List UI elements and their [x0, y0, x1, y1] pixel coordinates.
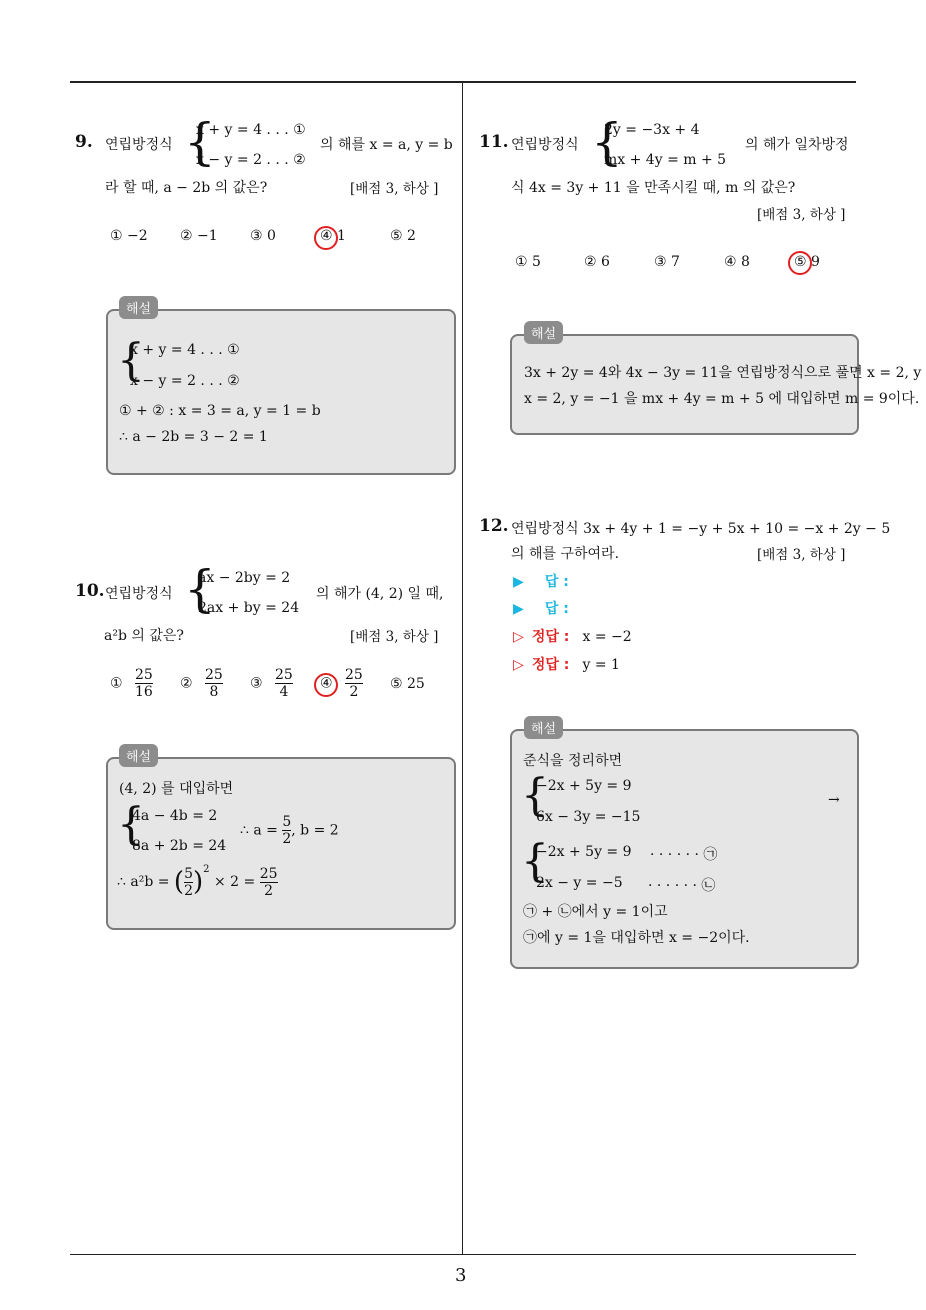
q10-exp-result-prefix: ∴ a =: [240, 822, 278, 839]
q10-exp-final-pow: 2: [203, 864, 210, 875]
q10-exp-eq1: 4a − 4b = 2: [132, 808, 218, 824]
bottom-rule: [70, 1254, 856, 1255]
q12-number: 12.: [479, 516, 509, 536]
q10-option-2-den: 8: [209, 684, 219, 700]
q9-suffix: 의 해를 x = a, y = b: [320, 137, 453, 153]
play-icon: ▶: [513, 601, 524, 617]
q11-brace: {: [591, 113, 623, 171]
q10-brace: {: [184, 560, 216, 618]
q12-answer-row-1[interactable]: [513, 571, 569, 591]
q9-eq2: x − y = 2 . . . ②: [196, 152, 306, 168]
q10-eq2: 2ax + by = 24: [198, 600, 300, 616]
q10-explanation-badge: 해설: [119, 744, 158, 767]
q12-explanation-badge: 해설: [524, 716, 563, 739]
q10-exp-line1: (4, 2) 를 대입하면: [119, 781, 234, 797]
q10-exp-final-num: 5: [184, 865, 193, 882]
q10-exp-eq2: 8a + 2b = 24: [132, 838, 227, 854]
q10-exp-result-num: 5: [282, 814, 292, 830]
play-icon: ▶: [513, 574, 524, 590]
q10-option-1-den: 16: [135, 684, 153, 700]
q12-correct-label-1: 정답 :: [531, 629, 570, 645]
q10-option-1-num: 25: [135, 667, 153, 683]
q11-meta: [배점 3, 하상 ]: [757, 207, 846, 223]
q12-answer-row-2[interactable]: [513, 598, 569, 618]
q10-exp-final: ∴ a²b = ( $\frac{5}{2}$ )$^2$ × 2 = $\frac{25}{2}$: [117, 864, 278, 899]
triangle-outline-icon: ▷: [513, 629, 524, 645]
q11-option-3[interactable]: ③ 7: [654, 254, 680, 270]
q10-option-4-mark: ④: [320, 675, 333, 692]
q10-exp-final-den: 2: [184, 882, 193, 899]
q12-correct-value-2: y = 1: [582, 657, 620, 673]
q10-eq1: ax − 2by = 2: [198, 570, 291, 586]
q9-option-5[interactable]: ⑤ 2: [390, 228, 416, 244]
q10-meta: [배점 3, 하상 ]: [350, 629, 439, 645]
q9-exp-line4: ∴ a − 2b = 3 − 2 = 1: [119, 429, 268, 445]
q12-exp-eq4: 2x − y = −5: [536, 875, 623, 891]
right-arrow-icon: →: [828, 792, 840, 808]
q9-exp-eq1: x + y = 4 . . . ①: [130, 342, 240, 358]
q11-explanation-box: [510, 334, 859, 435]
q11-selected-mark: [788, 251, 812, 275]
q12-correct-value-1: x = −2: [582, 629, 632, 645]
q10-option-3-mark: ③: [250, 675, 263, 692]
q10-option-3-den: 4: [279, 684, 289, 700]
q12-exp-eq1: −2x + 5y = 9: [536, 778, 632, 794]
q12-answer-label-1: 답 :: [544, 574, 569, 590]
q10-option-2[interactable]: [180, 667, 223, 700]
q12-correct-label-2: 정답 :: [531, 657, 570, 673]
q9-number: 9.: [75, 132, 93, 152]
q11-line2: 식 4x = 3y + 11 을 만족시킬 때, m 의 값은?: [511, 180, 796, 196]
q10-selected-mark: [314, 673, 338, 697]
q9-exp-eq2: x − y = 2 . . . ②: [130, 373, 240, 389]
q12-exp-eq4-tag: · · · · · · ㉡: [648, 878, 716, 894]
q12-exp-line1: 준식을 정리하면: [523, 753, 623, 769]
q12-correct-row-2: [513, 654, 620, 674]
q10-option-2-mark: ②: [180, 675, 193, 692]
q9-exp-line3: ① + ② : x = 3 = a, y = 1 = b: [119, 403, 321, 419]
q9-meta: [배점 3, 하상 ]: [350, 181, 439, 197]
q10-exp-final-mid: × 2 =: [213, 874, 256, 890]
q9-exp-brace: {: [117, 335, 145, 386]
q10-option-1[interactable]: [110, 667, 153, 700]
q10-exp-result-den: 2: [282, 831, 292, 847]
q11-exp-line2: x = 2, y = −1 을 mx + 4y = m + 5 에 대입하면 m = 9이다.: [524, 391, 920, 407]
q11-option-4[interactable]: ④ 8: [724, 254, 750, 270]
q10-exp-result-suffix: , b = 2: [291, 822, 339, 839]
q10-option-5[interactable]: ⑤ 25: [390, 676, 425, 692]
q9-explanation-badge: 해설: [119, 296, 158, 319]
q12-exp-line6: ㉠ + ㉡에서 y = 1이고: [523, 904, 668, 920]
q11-option-1[interactable]: ① 5: [515, 254, 541, 270]
q11-suffix: 의 해가 일차방정: [745, 137, 849, 153]
q11-option-5[interactable]: ⑤ 9: [794, 254, 820, 270]
q12-exp-eq3-tag: · · · · · · ㉠: [650, 847, 718, 863]
q12-exp-eq2: 6x − 3y = −15: [536, 809, 641, 825]
q9-option-2[interactable]: ② −1: [180, 228, 218, 244]
q10-exp-final-rden: 2: [264, 882, 274, 899]
q10-suffix: 의 해가 (4, 2) 일 때,: [316, 586, 444, 602]
q12-exp-eq3: −2x + 5y = 9: [536, 844, 632, 860]
page-number: 3: [455, 1265, 467, 1286]
q9-option-4[interactable]: ④ 1: [320, 228, 346, 244]
q9-line2: 라 할 때, a − 2b 의 값은?: [105, 180, 268, 196]
q12-line2: 의 해를 구하여라.: [511, 546, 620, 562]
q11-number: 11.: [479, 132, 509, 152]
q12-exp-line7: ㉠에 y = 1을 대입하면 x = −2이다.: [523, 930, 750, 946]
q10-option-2-num: 25: [205, 667, 223, 683]
q12-meta: [배점 3, 하상 ]: [757, 547, 846, 563]
q10-line2: a²b 의 값은?: [104, 628, 184, 644]
q9-option-1[interactable]: ① −2: [110, 228, 148, 244]
q9-option-3[interactable]: ③ 0: [250, 228, 276, 244]
q10-option-4-den: 2: [349, 684, 359, 700]
q10-exp-result: [240, 814, 339, 847]
q10-exp-final-rnum: 25: [259, 865, 278, 882]
q12-exp-brace-2: {: [521, 836, 549, 887]
q11-explanation-badge: 해설: [524, 321, 563, 344]
q12-answer-label-2: 답 :: [544, 601, 569, 617]
q9-brace: {: [184, 113, 216, 171]
top-rule: [70, 81, 856, 83]
q9-eq1: x + y = 4 . . . ①: [196, 122, 306, 138]
q9-selected-mark: [314, 226, 338, 250]
q10-number: 10.: [75, 581, 105, 601]
q10-option-4-num: 25: [345, 667, 363, 683]
q11-option-2[interactable]: ② 6: [584, 254, 610, 270]
q11-intro: 연립방정식: [511, 137, 579, 153]
q11-eq1: 2y = −3x + 4: [604, 122, 700, 138]
q12-line1: 연립방정식 3x + 4y + 1 = −y + 5x + 10 = −x + 2y − 5: [511, 521, 891, 537]
q10-option-3-num: 25: [275, 667, 293, 683]
q10-option-1-mark: ①: [110, 675, 123, 692]
q10-exp-brace: {: [117, 799, 145, 850]
column-divider: [462, 83, 463, 1255]
q9-intro: 연립방정식: [105, 137, 173, 153]
q10-exp-final-prefix: ∴ a²b =: [117, 874, 170, 890]
q10-option-3[interactable]: [250, 667, 293, 700]
q12-exp-brace-1: {: [521, 770, 549, 821]
q12-correct-row-1: [513, 626, 632, 646]
triangle-outline-icon: ▷: [513, 657, 524, 673]
q10-intro: 연립방정식: [105, 586, 173, 602]
q11-exp-line1: 3x + 2y = 4와 4x − 3y = 11을 연립방정식으로 풀면 x = 2, y: [524, 365, 922, 381]
q9-explanation-box: [106, 309, 456, 475]
q11-eq2: mx + 4y = m + 5: [604, 152, 727, 168]
